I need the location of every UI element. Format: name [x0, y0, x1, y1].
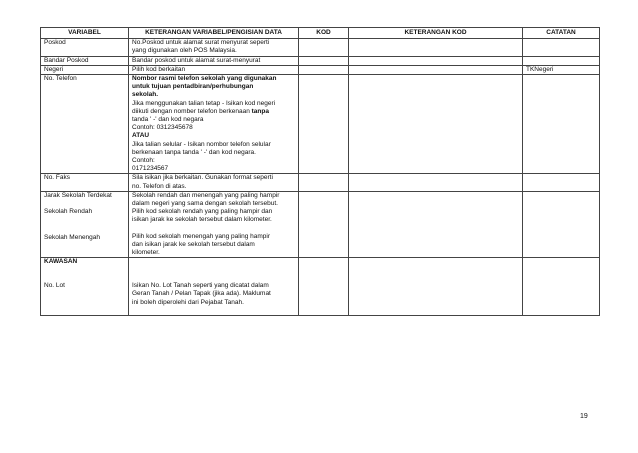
- cell-catatan: TKNegeri: [523, 65, 600, 74]
- desc-line: isikan jarak ke sekolah tersebut dalam kilometer.: [132, 216, 272, 224]
- contoh-line: Contoh: 0312345678: [132, 124, 193, 132]
- cell-catatan: [523, 75, 600, 174]
- desc-line: Sekolah rendah dan menengah yang paling hampir: [132, 191, 280, 199]
- cell-kod: [299, 56, 349, 65]
- table-row-negeri: [41, 65, 600, 74]
- cell-variabel: [41, 191, 129, 257]
- cell-variabel: No. Faks: [41, 174, 129, 191]
- cell-kod: [299, 65, 349, 74]
- desc-line: No.Poskod untuk alamat surat menyurat seperti: [132, 39, 270, 47]
- cell-desc: [129, 258, 299, 316]
- desc-line: Jika talian selular - Isikan nombor telefon selular: [132, 140, 271, 148]
- cell-catatan: [523, 39, 600, 56]
- desc-bold-line: Nombor rasmi telefon sekolah yang digunakan: [132, 75, 277, 83]
- cell-desc: [129, 174, 299, 191]
- cell-keterangan-kod: [349, 258, 523, 316]
- table-row-faks: [41, 174, 600, 191]
- header-variabel: VARIABEL: [41, 28, 129, 39]
- cell-variabel: Poskod: [41, 39, 129, 56]
- contoh-value: 0171234567: [132, 165, 169, 173]
- cell-desc: [129, 39, 299, 56]
- cell-keterangan-kod: [349, 174, 523, 191]
- desc-line: Pilih kod sekolah menengah yang paling hampir: [132, 232, 271, 240]
- cell-kod: [299, 258, 349, 316]
- cell-desc: Bandar poskod untuk alamat surat-menyurat: [129, 56, 299, 65]
- cell-catatan: [523, 258, 600, 316]
- cell-kod: [299, 39, 349, 56]
- cell-catatan: [523, 56, 600, 65]
- desc-bold-word: tanpa: [251, 107, 269, 115]
- cell-keterangan-kod: [349, 56, 523, 65]
- contoh-label: Contoh:: [132, 157, 155, 165]
- cell-kod: [299, 174, 349, 191]
- header-keterangan-variabel: KETERANGAN VARIABEL/PENGISIAN DATA: [129, 28, 299, 39]
- variabel-line: Jarak Sekolah Terdekat: [44, 191, 112, 199]
- desc-line: Isikan No. Lot Tanah seperti yang dicatat dalam: [132, 282, 269, 290]
- cell-catatan: [523, 191, 600, 257]
- desc-line: berkenaan tanpa tanda ' -' dan kod negara.: [132, 148, 256, 156]
- desc-line: no. Telefon di atas.: [132, 182, 187, 190]
- cell-variabel: Negeri: [41, 65, 129, 74]
- page-number: 19: [580, 413, 588, 420]
- section-heading: KAWASAN: [44, 258, 78, 266]
- desc-bold-line: sekolah.: [132, 91, 159, 99]
- desc-line: kilometer.: [132, 249, 160, 257]
- desc-line: dan isikan jarak ke sekolah tersebut dalam: [132, 240, 255, 248]
- cell-kod: [299, 191, 349, 257]
- cell-keterangan-kod: [349, 191, 523, 257]
- atau-label: ATAU: [132, 132, 150, 140]
- desc-line: diikuti dengan nomber telefon berkenaan: [132, 107, 252, 115]
- desc-line: Geran Tanah / Pelan Tapak (jika ada). Maklumat: [132, 290, 271, 298]
- table-row-poskod: [41, 39, 600, 56]
- header-row: [41, 28, 600, 39]
- desc-line: Pilih kod sekolah rendah yang paling hampir dan: [132, 208, 273, 216]
- table-row-jarak: [41, 191, 600, 257]
- cell-keterangan-kod: [349, 75, 523, 174]
- variabel-line: Sekolah Rendah: [44, 208, 93, 216]
- variabel-line: No. Lot: [44, 282, 65, 290]
- table-row-telefon: [41, 75, 600, 174]
- desc-bold-line: untuk tujuan pentadbiran/perhubungan: [132, 83, 254, 91]
- cell-keterangan-kod: [349, 39, 523, 56]
- header-catatan: CATATAN: [523, 28, 600, 39]
- cell-desc: Pilih kod berkaitan: [129, 65, 299, 74]
- cell-keterangan-kod: [349, 65, 523, 74]
- desc-line: yang digunakan oleh POS Malaysia.: [132, 47, 237, 55]
- cell-kod: [299, 75, 349, 174]
- header-kod: KOD: [299, 28, 349, 39]
- desc-line: ini boleh diperolehi dari Pejabat Tanah.: [132, 298, 244, 306]
- desc-line: tanda ' -' dan kod negara: [132, 116, 204, 124]
- desc-line: dalam negeri yang sama dengan sekolah tersebut.: [132, 200, 278, 208]
- table-row-bandar: [41, 56, 600, 65]
- desc-line: Sila isikan jika berkaitan. Gunakan format seperti: [132, 174, 273, 182]
- cell-variabel: No. Telefon: [41, 75, 129, 174]
- data-dictionary-table: [40, 27, 600, 316]
- desc-line: Jika menggunakan talian tetap - Isikan kod negeri: [132, 99, 276, 107]
- cell-desc: [129, 191, 299, 257]
- variabel-line: Sekolah Menengah: [44, 234, 101, 242]
- cell-variabel: Bandar Poskod: [41, 56, 129, 65]
- cell-desc: [129, 75, 299, 174]
- cell-catatan: [523, 174, 600, 191]
- header-keterangan-kod: KETERANGAN KOD: [349, 28, 523, 39]
- cell-variabel: [41, 258, 129, 316]
- table-row-kawasan: [41, 258, 600, 316]
